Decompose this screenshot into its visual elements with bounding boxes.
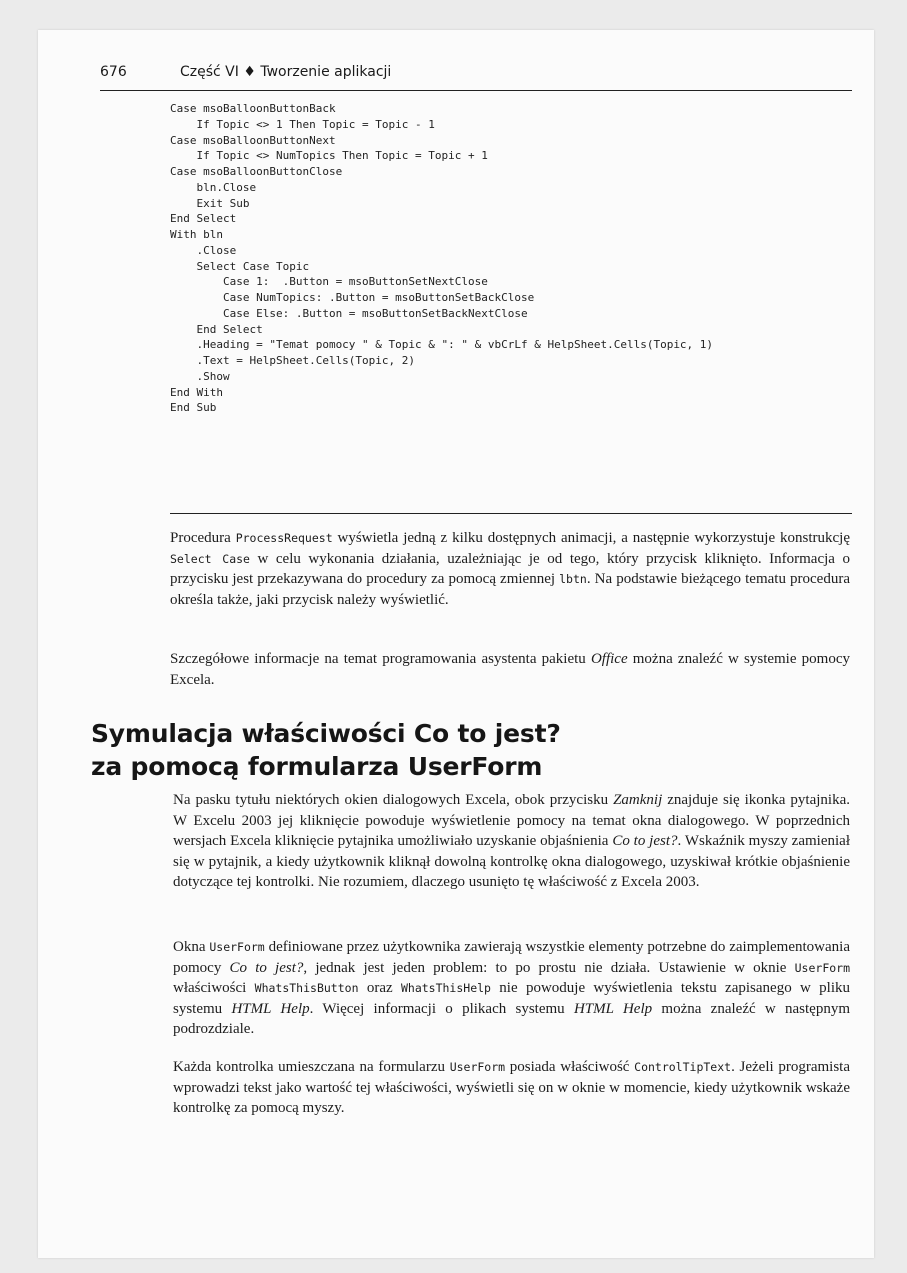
- code-line: If Topic <> 1 Then Topic = Topic - 1: [170, 117, 435, 131]
- paragraph-userform-help: Okna UserForm definiowane przez użytkownika zawierają wszystkie elementy potrzebne do zaimplementowania pomocy Co to jest?, jednak jest jeden problem: to po prostu nie działa. Ustawienie w oknie UserForm właściwości WhatsThisButton oraz WhatsThisHelp nie powoduje wyświetlenia tekstu zapisanego w pliku systemu HTML Help. Więcej informacji o plikach systemu HTML Help można znaleźć w następnym podrozdziale.: [173, 939, 851, 1037]
- inline-code: ControlTipText: [634, 1060, 732, 1074]
- italic-term: Zamknij: [613, 792, 663, 808]
- paragraph-control-tip: Każda kontrolka umieszczana na formularzu UserForm posiada właściwość ControlTipText. Jeżeli programista wprowadzi tekst jako wartość tej właściwości, wyświetli się on w oknie w momencie, kiedy użytkownik wskaże kontrolkę za pomocą myszy.: [173, 1059, 851, 1116]
- code-line: Case msoBalloonButtonNext: [170, 133, 336, 147]
- italic-term: Co to jest?: [612, 833, 678, 849]
- code-line: Case 1: .Button = msoButtonSetNextClose: [170, 275, 488, 289]
- inline-code: UserForm: [794, 960, 851, 975]
- inline-code: Select Case: [170, 551, 250, 566]
- inline-code: WhatsThisHelp: [400, 981, 491, 995]
- inline-code: ProcessRequest: [235, 531, 333, 545]
- part-title: Część VI ♦ Tworzenie aplikacji: [180, 64, 392, 80]
- book-page: [38, 30, 874, 1258]
- inline-code: UserForm: [209, 940, 265, 954]
- code-line: End Select: [170, 322, 263, 336]
- italic-term: Office: [590, 651, 628, 667]
- paragraph-office-assistant: Szczegółowe informacje na temat programowania asystenta pakietu Office można znaleźć w systemie pomocy Excela.: [170, 651, 850, 688]
- code-line: .Show: [170, 369, 230, 383]
- heading-line-2: za pomocą formularza UserForm: [91, 752, 543, 781]
- code-line: End Select: [170, 212, 237, 226]
- code-line: Case NumTopics: .Button = msoButtonSetBackClose: [170, 291, 535, 304]
- paragraph-process-request: Procedura ProcessRequest wyświetla jedną z kilku dostępnych animacji, a następnie wykorzystuje konstrukcję Select Case w celu wykonania działania, uzależniając je od tego, który przycisk kliknięto. Informacja o przycisku jest przekazywana do procedury za pomocą zmiennej lbtn. Na podstawie bieżącego tematu procedura określa także, jaki przycisk należy wyświetlić.: [170, 530, 850, 608]
- inline-code: lbtn: [559, 572, 587, 586]
- code-line: .Text = HelpSheet.Cells(Topic, 2): [170, 354, 416, 367]
- heading-line-1: Symulacja właściwości Co to jest?: [91, 719, 561, 748]
- code-listing: [170, 101, 713, 416]
- code-line: Case msoBalloonButtonBack: [170, 102, 336, 115]
- running-header: [100, 64, 852, 91]
- code-line: bln.Close: [170, 180, 257, 194]
- code-line: With bln: [170, 228, 223, 241]
- code-line: Case Else: .Button = msoButtonSetBackNextClose: [170, 306, 528, 320]
- code-line: End Sub: [170, 401, 217, 415]
- code-line: If Topic <> NumTopics Then Topic = Topic + 1: [170, 149, 488, 163]
- inline-code: WhatsThisButton: [254, 981, 359, 995]
- code-line: Case msoBalloonButtonClose: [170, 165, 343, 178]
- italic-term: Co to jest?: [229, 959, 304, 976]
- code-line: Exit Sub: [170, 196, 250, 210]
- section-heading: [91, 717, 561, 783]
- code-line: Select Case Topic: [170, 259, 310, 273]
- listing-divider: [170, 513, 852, 514]
- inline-code: UserForm: [449, 1060, 506, 1074]
- code-line: End With: [170, 385, 223, 399]
- paragraph-title-bar: Na pasku tytułu niektórych okien dialogowych Excela, obok przycisku Zamknij znajduje się ikonka pytajnika. W Excelu 2003 jej kliknięcie powoduje wyświetlenie pomocy na temat okna dialogowego. W poprzednich wersjach Excela kliknięcie pytajnika umożliwiało uzyskanie objaśnienia Co to jest?. Wskaźnik myszy zamieniał się w pytajnik, a kiedy użytkownik kliknął dowolną kontrolkę okna dialogowego, uzyskiwał krótkie objaśnienie dotyczące tej kontrolki. Nie rozumiem, dlaczego usunięto tę właściwość z Excela 2003.: [173, 792, 850, 890]
- code-line: .Heading = "Temat pomocy " & Topic & ": " & vbCrLf & HelpSheet.Cells(Topic, 1): [170, 338, 714, 352]
- italic-term: HTML Help: [231, 1000, 310, 1017]
- italic-term: HTML Help: [573, 1000, 653, 1017]
- page-number: 676: [100, 64, 127, 80]
- code-line: .Close: [170, 243, 237, 257]
